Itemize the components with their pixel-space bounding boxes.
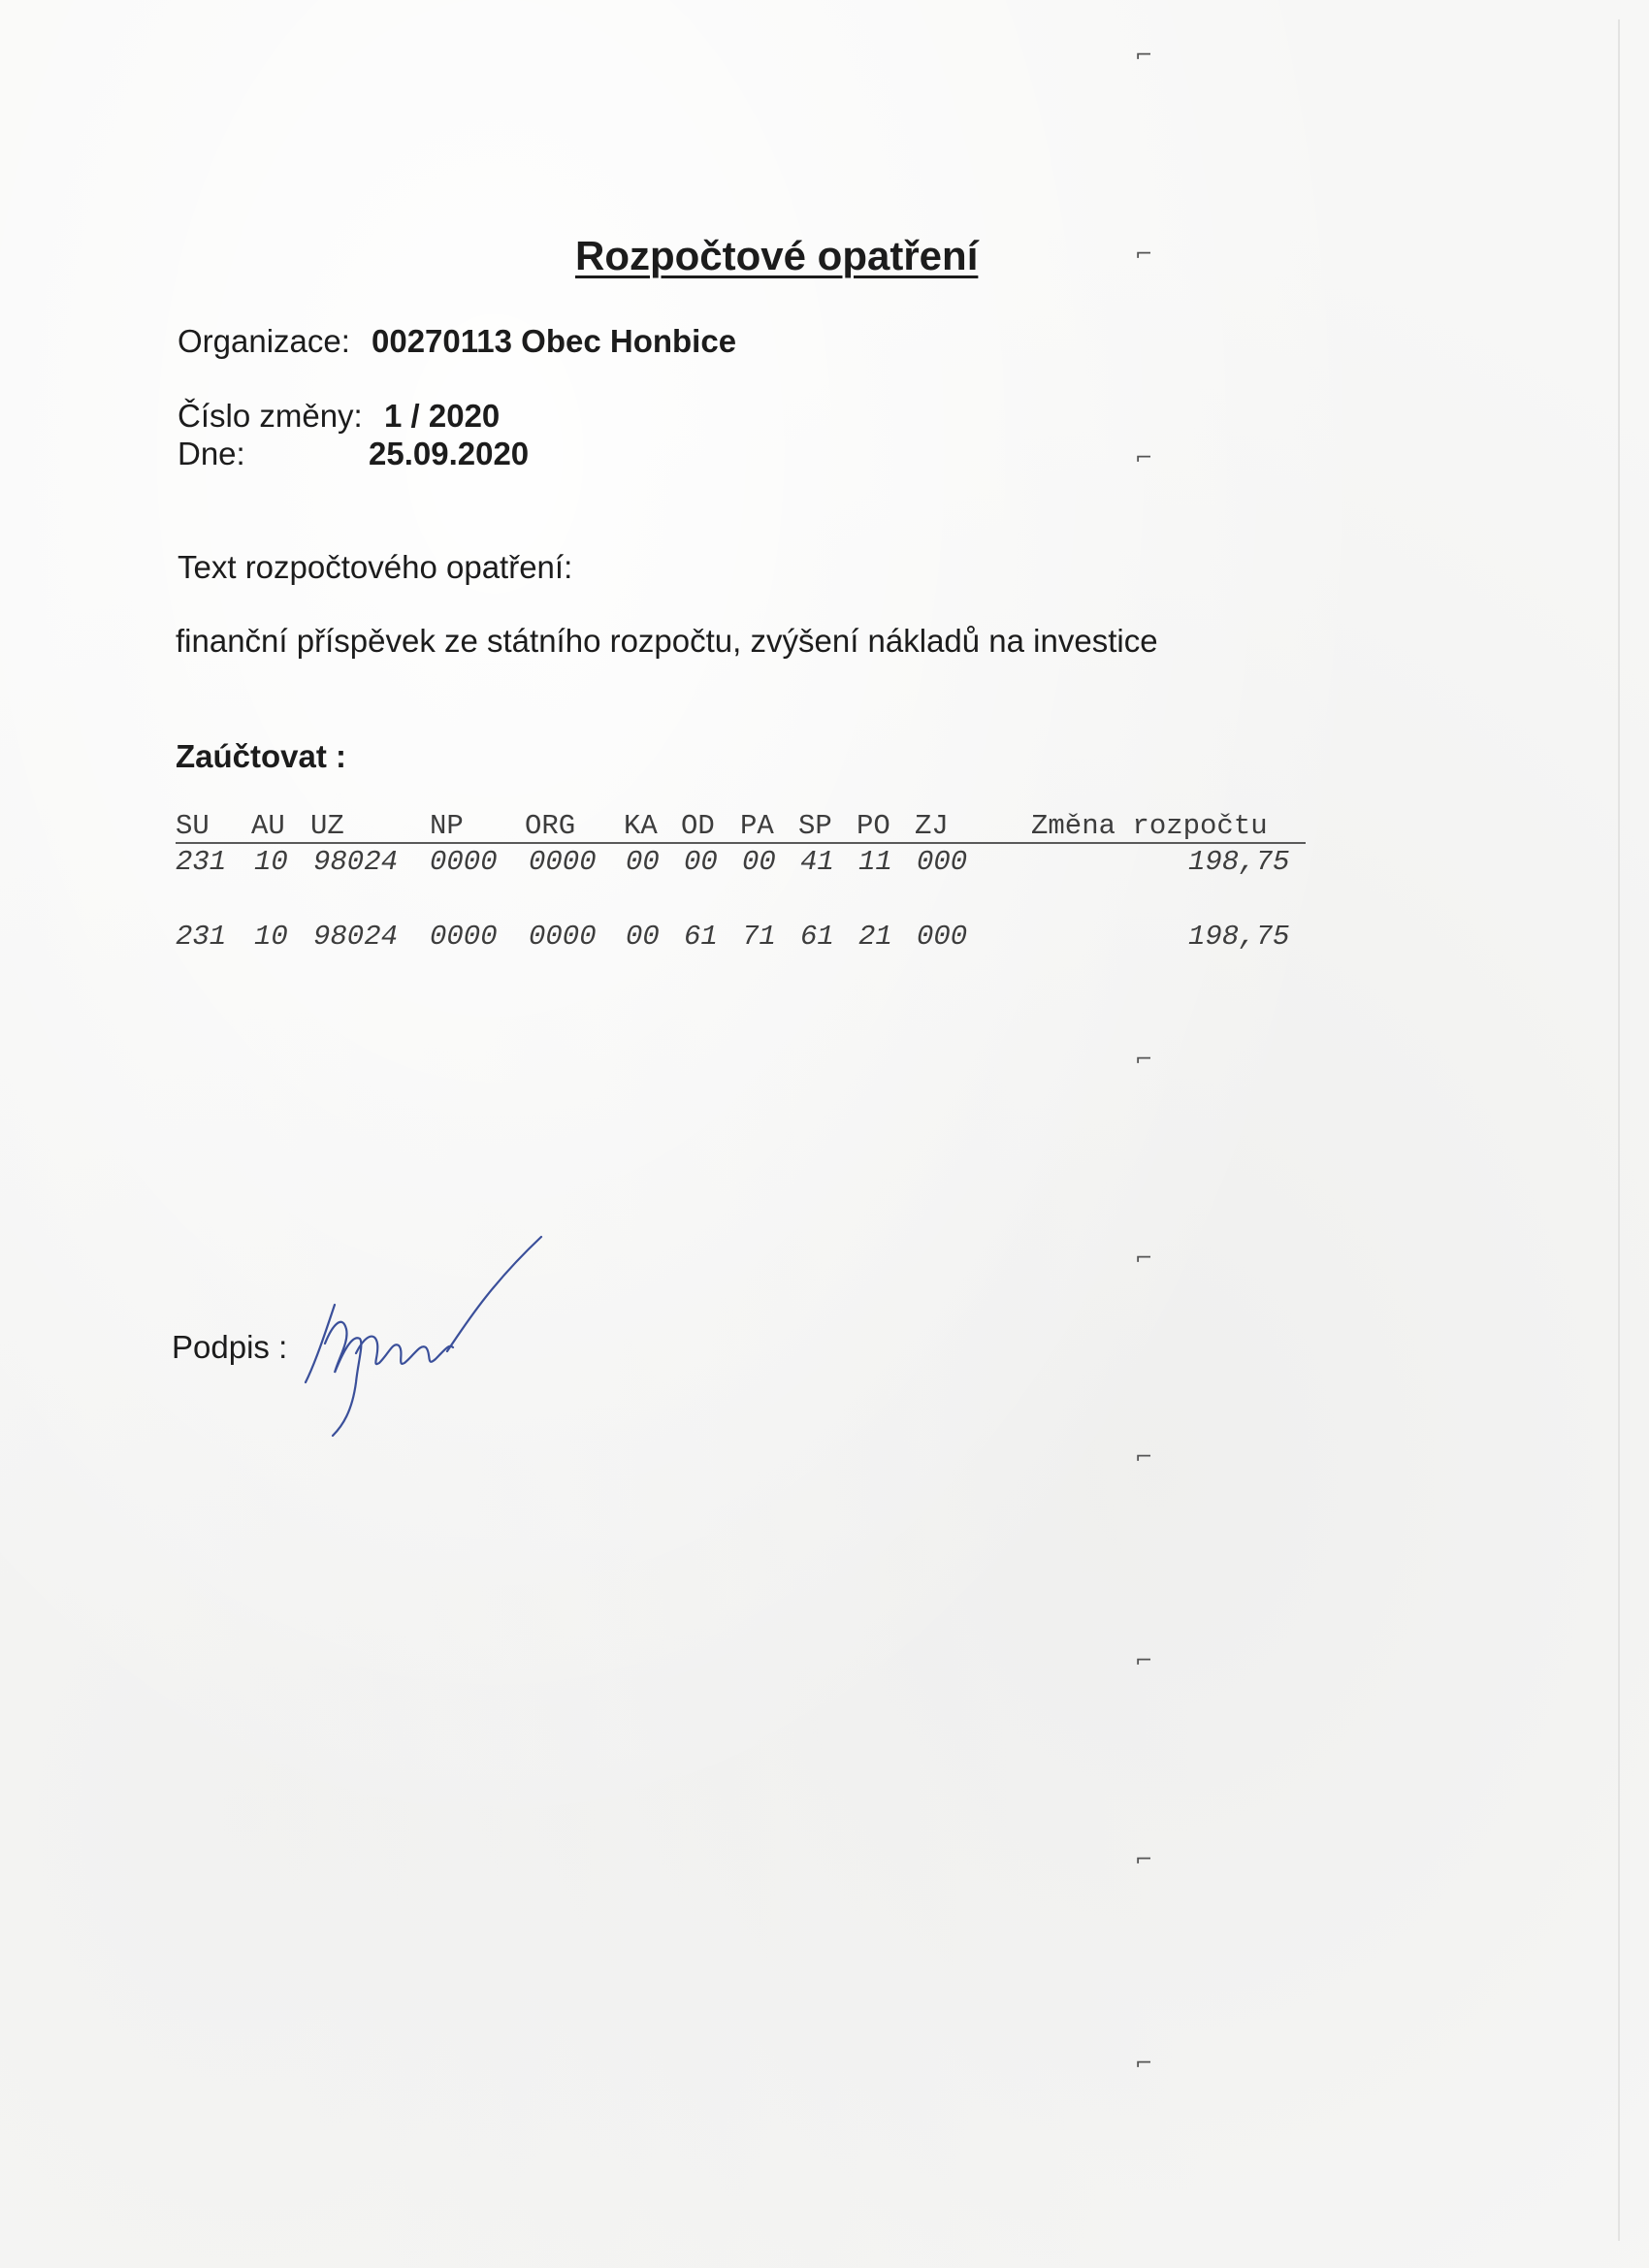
cell-ka: 00: [626, 846, 660, 878]
col-header-po: PO: [857, 810, 890, 842]
change-number-value: 1 / 2020: [384, 398, 501, 434]
scan-mark: ⌐: [1135, 1247, 1153, 1271]
scan-mark: ⌐: [1135, 44, 1153, 68]
cell-sp: 41: [800, 846, 834, 878]
change-number-label: Číslo změny:: [178, 398, 363, 434]
budget-text-value: finanční příspěvek ze státního rozpočtu, zvýšení nákladů na investice: [176, 623, 1158, 659]
col-header-ka: KA: [624, 810, 658, 842]
cell-uz: 98024: [313, 846, 399, 878]
cell-org: 0000: [529, 921, 597, 953]
signature-label: Podpis :: [172, 1329, 288, 1365]
cell-zj: 000: [917, 846, 968, 878]
document-title: Rozpočtové opatření: [575, 233, 979, 278]
organization-value: 00270113 Obec Honbice: [372, 323, 737, 359]
cell-sp: 61: [800, 921, 834, 953]
cell-od: 61: [684, 921, 718, 953]
cell-ka: 00: [626, 921, 660, 953]
page-edge: [1618, 19, 1620, 2241]
scan-mark: ⌐: [1135, 243, 1153, 267]
cell-np: 0000: [430, 846, 498, 878]
date-value: 25.09.2020: [369, 436, 530, 471]
scan-mark: ⌐: [1135, 1048, 1153, 1072]
col-header-uz: UZ: [310, 810, 344, 842]
cell-uz: 98024: [313, 921, 399, 953]
table-header-rule: [176, 842, 1306, 844]
scan-mark: ⌐: [1135, 2052, 1153, 2076]
col-header-od: OD: [681, 810, 715, 842]
col-header-su: SU: [176, 810, 210, 842]
cell-np: 0000: [430, 921, 498, 953]
scan-mark: ⌐: [1135, 1848, 1153, 1872]
cell-su: 231: [176, 846, 227, 878]
cell-pa: 71: [742, 921, 776, 953]
date-label: Dne:: [178, 436, 245, 471]
cell-budget-change: 198,75: [1188, 921, 1290, 953]
cell-pa: 00: [742, 846, 776, 878]
cell-od: 00: [684, 846, 718, 878]
cell-zj: 000: [917, 921, 968, 953]
organization-label: Organizace:: [178, 323, 350, 359]
col-header-np: NP: [430, 810, 464, 842]
cell-po: 21: [858, 921, 892, 953]
handwritten-signature: [296, 1227, 558, 1450]
budget-text-label: Text rozpočtového opatření:: [178, 549, 573, 585]
scan-mark: ⌐: [1135, 1649, 1153, 1673]
col-header-pa: PA: [740, 810, 774, 842]
col-header-zj: ZJ: [915, 810, 949, 842]
cell-budget-change: 198,75: [1188, 846, 1290, 878]
cell-au: 10: [254, 921, 288, 953]
cell-su: 231: [176, 921, 227, 953]
cell-au: 10: [254, 846, 288, 878]
scan-mark: ⌐: [1135, 446, 1153, 470]
col-header-au: AU: [251, 810, 285, 842]
scan-mark: ⌐: [1135, 1445, 1153, 1470]
col-header-budget-change: Změna rozpočtu: [1031, 810, 1268, 842]
col-header-sp: SP: [798, 810, 832, 842]
col-header-org: ORG: [525, 810, 576, 842]
posting-label: Zaúčtovat :: [176, 738, 347, 774]
cell-org: 0000: [529, 846, 597, 878]
cell-po: 11: [858, 846, 892, 878]
